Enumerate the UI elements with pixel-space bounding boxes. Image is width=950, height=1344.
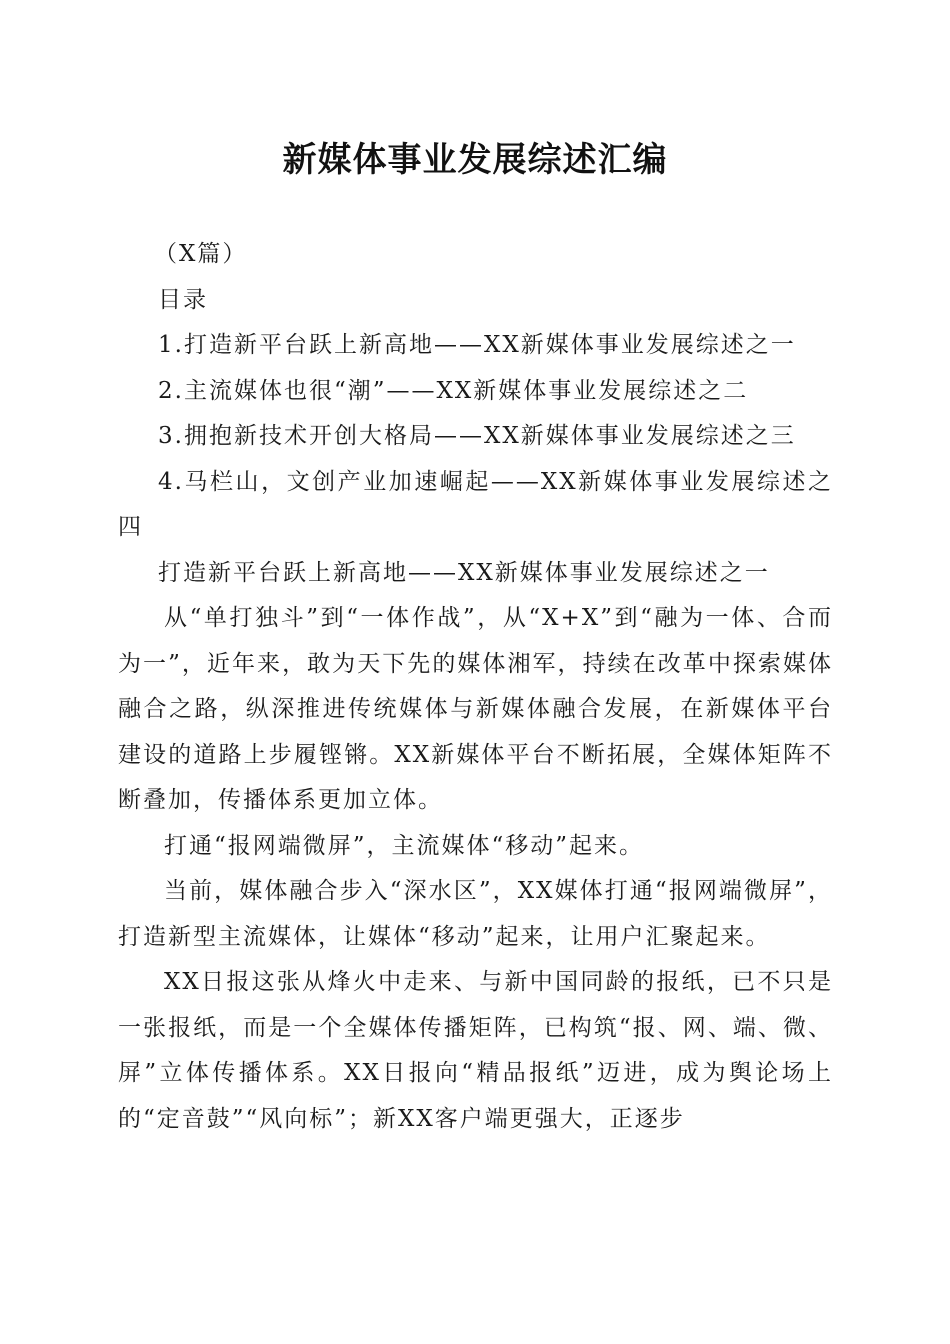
section-title: 打造新平台跃上新高地——XX新媒体事业发展综述之一 [158,559,770,586]
paragraph: 从“单打独斗”到“一体作战”，从“X+X”到“融为一体、合而为一”，近年来，敢为天下先的媒体湘军，持续在改革中探索媒体融合之路，纵深推进传统媒体与新媒体融合发展，在新媒体平台建设的道路上步履铿锵。XX新媒体平台不断拓展，全媒体矩阵不断叠加，传播体系更加立体。 [118,605,833,813]
toc-heading: 目录 [158,286,208,313]
paragraph: 打通“报网端微屏”，主流媒体“移动”起来。 [164,832,645,859]
paragraph: 当前，媒体融合步入“深水区”，XX媒体打通“报网端微屏”，打造新型主流媒体，让媒体“移动”起来，让用户汇聚起来。 [118,878,833,950]
toc-item-1: 1.打造新平台跃上新高地——XX新媒体事业发展综述之一 [158,332,796,358]
document-title: 新媒体事业发展综述汇编 [282,140,668,180]
paragraph: XX日报这张从烽火中走来、与新中国同龄的报纸，已不只是一张报纸，而是一个全媒体传播矩阵，已构筑“报、网、端、微、屏”立体传播体系。XX日报向“精品报纸”迈进，成为舆论场上的“定音鼓”“风向标”；新XX客户端更强大，正逐步 [118,969,833,1132]
toc-item-3: 3.拥抱新技术开创大格局——XX新媒体事业发展综述之三 [158,423,796,449]
document-subtitle: （X篇） [154,241,248,267]
toc-item-2: 2.主流媒体也很“潮”——XX新媒体事业发展综述之二 [158,377,749,404]
toc-item-4: 4.马栏山，文创产业加速崛起——XX新媒体事业发展综述之四 [118,468,833,540]
document-body [118,232,833,1142]
